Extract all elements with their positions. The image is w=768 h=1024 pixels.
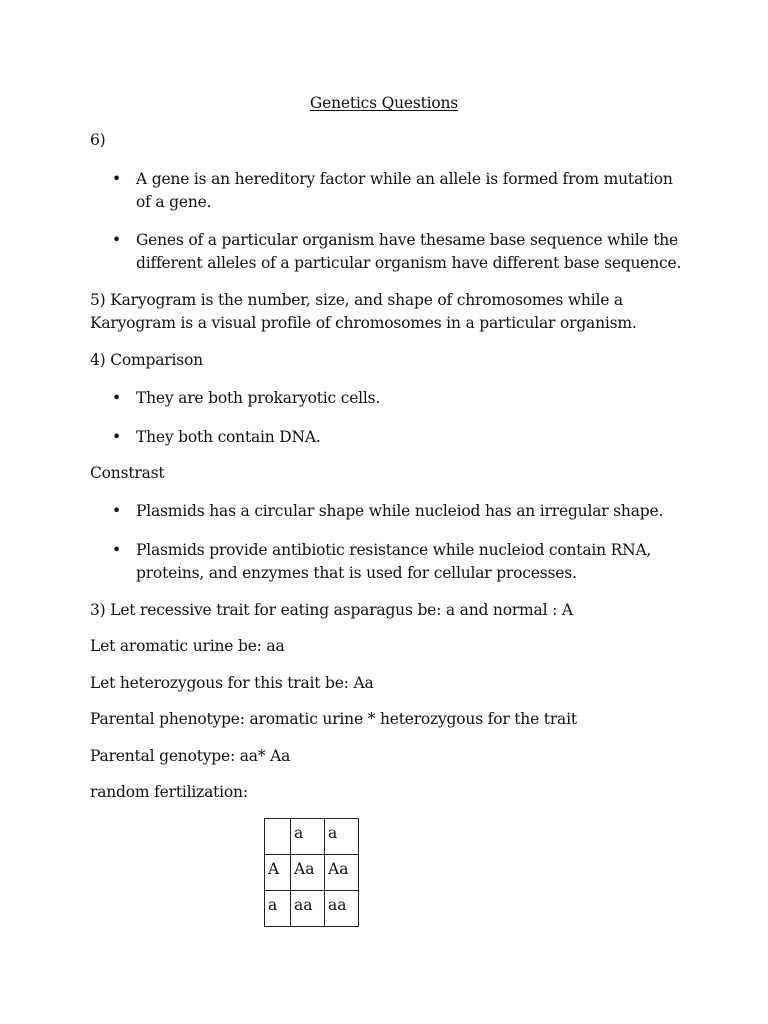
table-cell: Aa: [325, 855, 359, 891]
table-row: [265, 891, 359, 927]
q4-contrast-item-2-line-2: proteins, and enzymes that is used for cellular processes.: [136, 564, 577, 582]
page-title: Genetics Questions: [309, 94, 459, 112]
q6-bullet-2-line-2: different alleles of a particular organism have different base sequence.: [136, 254, 682, 272]
table-cell: A: [265, 855, 291, 891]
bullet-icon: •: [112, 389, 122, 407]
bullet-icon: •: [112, 502, 122, 520]
q4-contrast-label: Constrast: [90, 464, 165, 482]
punnett-square-table: [264, 818, 359, 927]
q4-contrast-item-2-line-1: Plasmids provide antibiotic resistance while nucleiod contain RNA,: [136, 541, 652, 559]
q3-line-6: random fertilization:: [90, 783, 248, 801]
q3-line-2: Let aromatic urine be: aa: [90, 637, 285, 655]
table-cell: Aa: [291, 855, 325, 891]
q5-line-2: Karyogram is a visual profile of chromosomes in a particular organism.: [90, 314, 637, 332]
q6-bullet-1-line-1: A gene is an hereditory factor while an allele is formed from mutation: [136, 170, 673, 188]
table-cell: aa: [325, 891, 359, 927]
table-cell: a: [325, 819, 359, 855]
question-6-label: 6): [90, 131, 106, 149]
q3-line-5: Parental genotype: aa* Aa: [90, 747, 291, 765]
bullet-icon: •: [112, 170, 122, 188]
q6-bullet-1-line-2: of a gene.: [136, 193, 212, 211]
q3-line-3: Let heterozygous for this trait be: Aa: [90, 674, 374, 692]
bullet-icon: •: [112, 428, 122, 446]
q3-line-1: 3) Let recessive trait for eating asparagus be: a and normal : A: [90, 601, 573, 619]
q4-comparison-item-1: They are both prokaryotic cells.: [136, 389, 381, 407]
table-cell: a: [265, 891, 291, 927]
q3-line-4: Parental phenotype: aromatic urine * heterozygous for the trait: [90, 710, 577, 728]
table-row: [265, 819, 359, 855]
table-cell: aa: [291, 891, 325, 927]
q4-contrast-item-1: Plasmids has a circular shape while nucleiod has an irregular shape.: [136, 502, 664, 520]
bullet-icon: •: [112, 541, 122, 559]
table-cell: [265, 819, 291, 855]
table-cell: a: [291, 819, 325, 855]
q4-comparison-item-2: They both contain DNA.: [136, 428, 321, 446]
q5-line-1: 5) Karyogram is the number, size, and shape of chromosomes while a: [90, 291, 623, 309]
bullet-icon: •: [112, 231, 122, 249]
q4-comparison-label: 4) Comparison: [90, 351, 203, 369]
table-row: [265, 855, 359, 891]
q6-bullet-2-line-1: Genes of a particular organism have thesame base sequence while the: [136, 231, 679, 249]
